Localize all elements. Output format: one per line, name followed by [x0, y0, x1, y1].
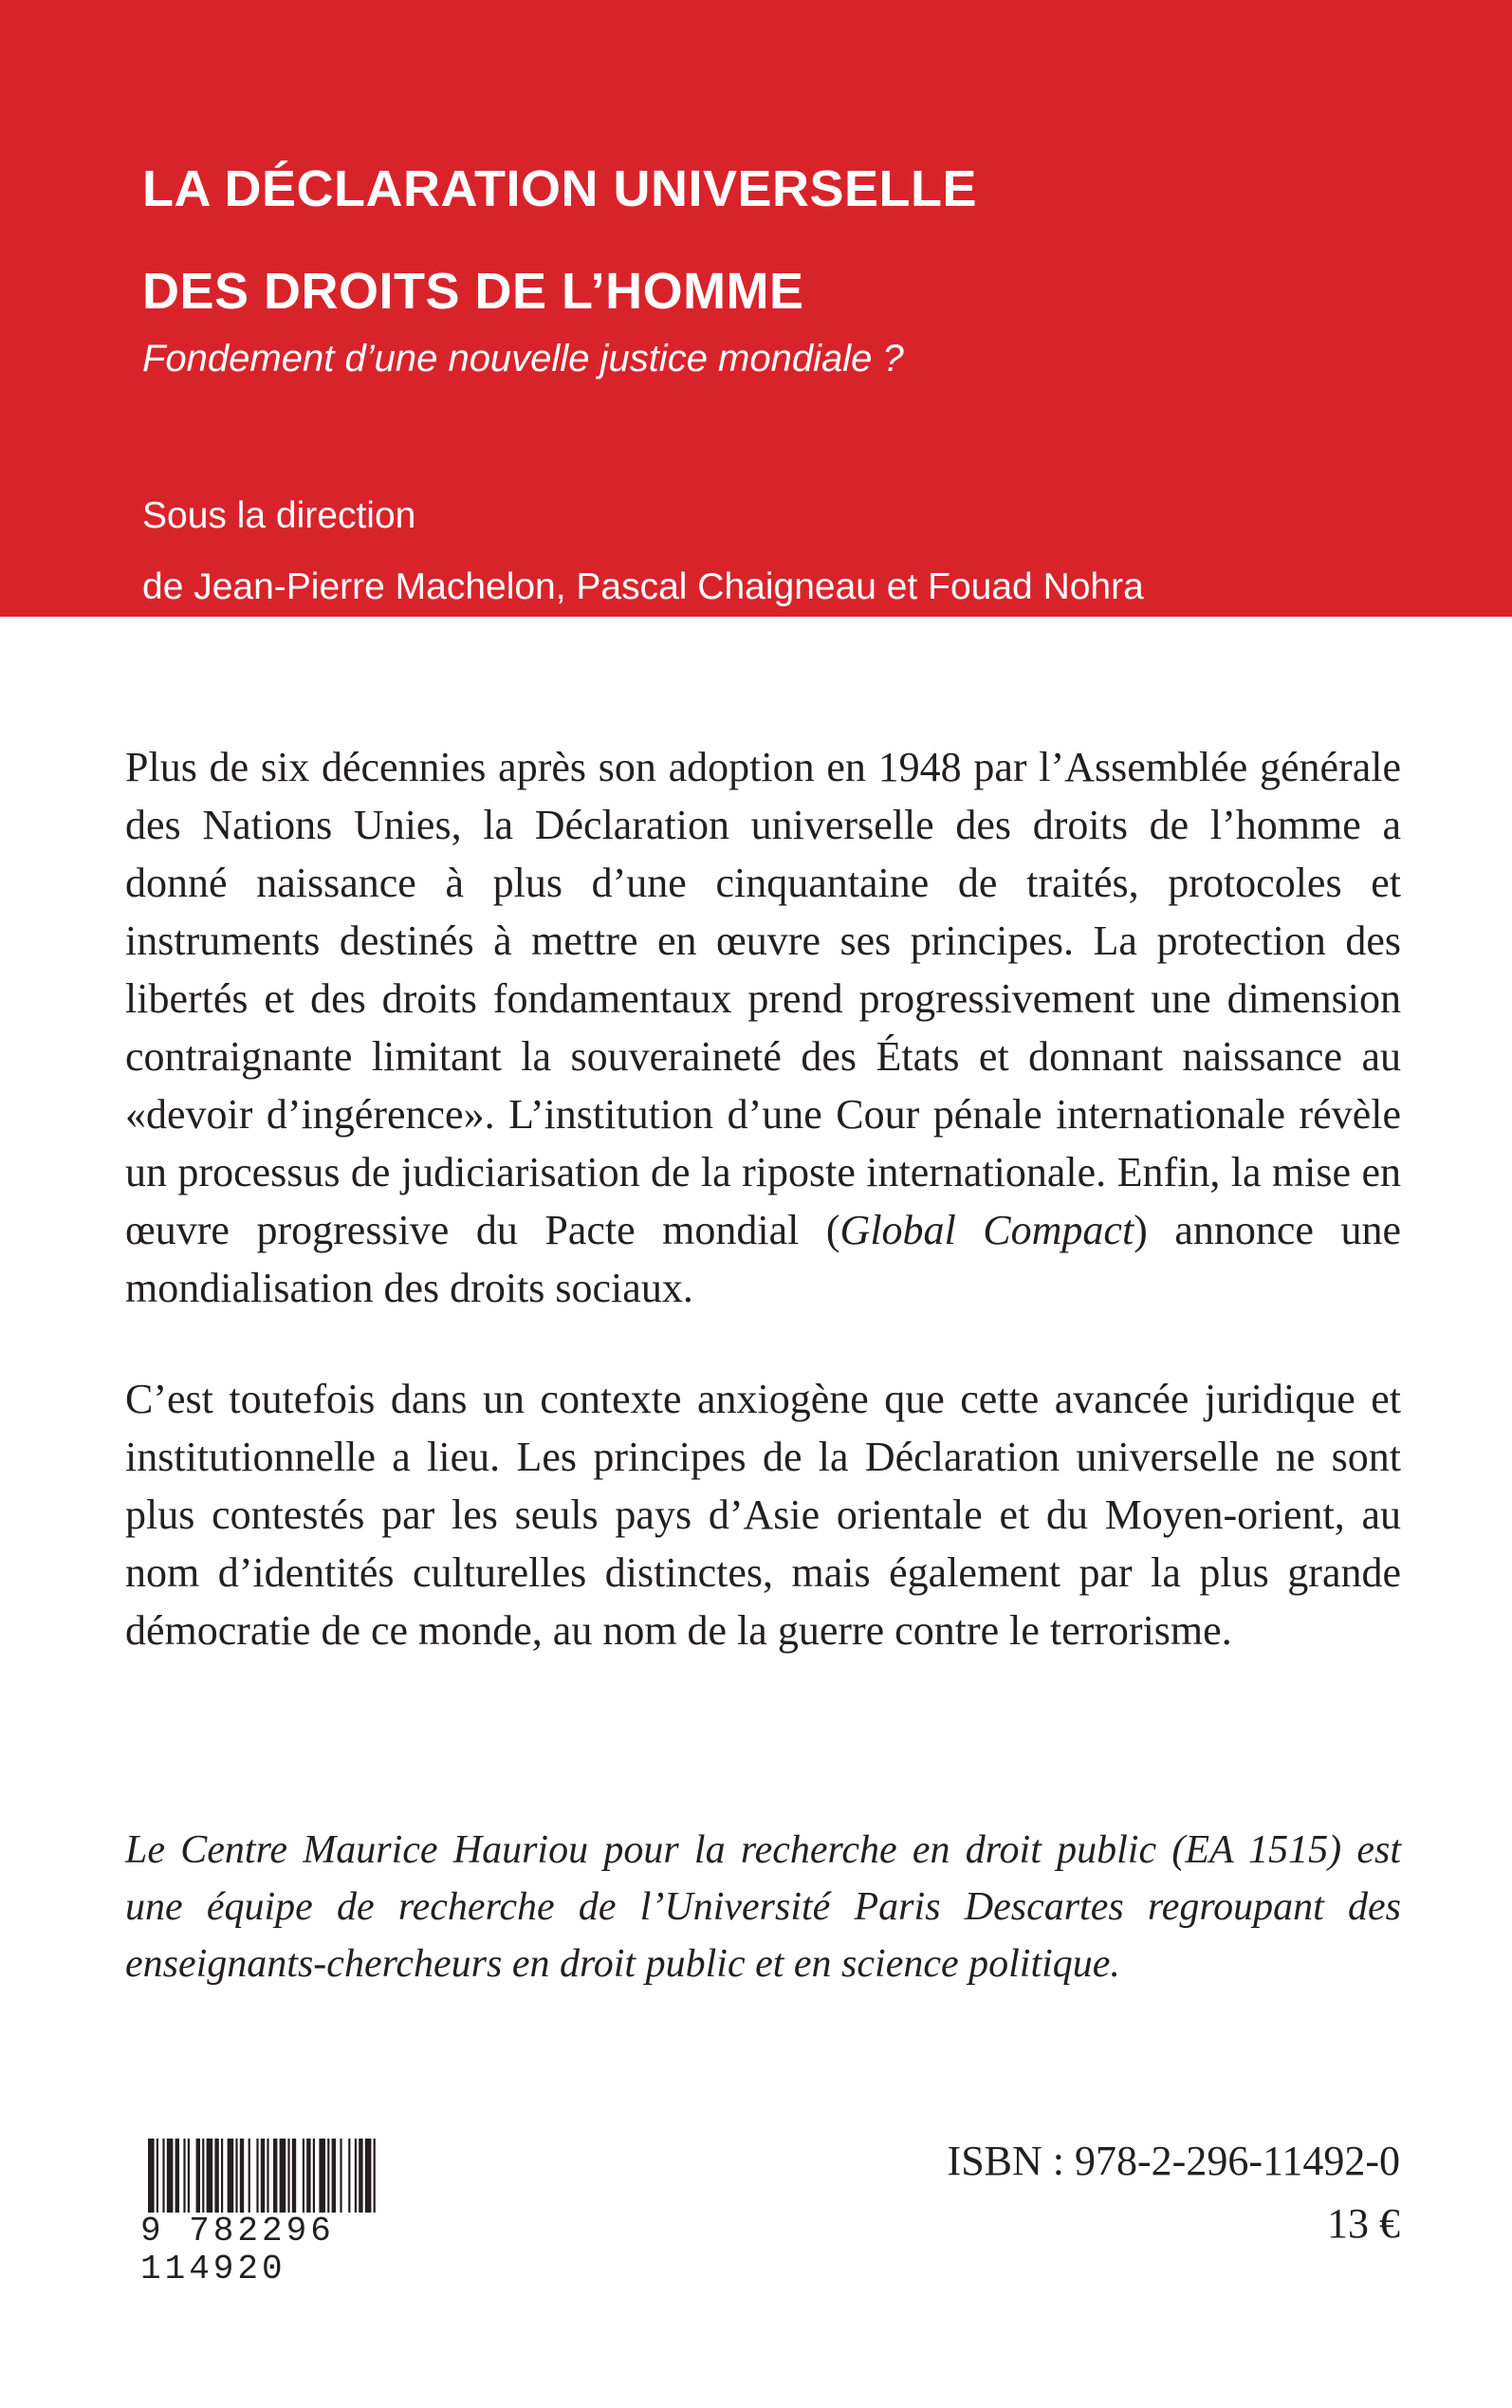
publisher-note: Le Centre Maurice Hauriou pour la recherche en droit public (EA 1515) est une équipe de recherche de l’Université Paris Descartes regroupant des enseignants-chercheurs en droit public et en science politique.	[125, 1828, 1401, 1986]
barcode-digits: 9 782296 114920	[133, 2213, 491, 2251]
header-banner	[0, 0, 1512, 617]
summary-paragraph-1	[125, 738, 1401, 1317]
direction-line-2: de Jean-Pierre Machelon, Pascal Chaigneau et Fouad Nohra	[142, 566, 1144, 607]
title-line-2: DES DROITS DE L’HOMME	[142, 263, 804, 320]
title-line-1: LA DÉCLARATION UNIVERSELLE	[142, 160, 978, 217]
book-title	[142, 138, 977, 343]
summary-paragraph-1-end: ) annonce une mondialisation des droits sociaux.	[125, 1207, 1401, 1311]
isbn-number: ISBN : 978-2-296-11492-0	[947, 2138, 1400, 2184]
global-compact-italic: Global Compact	[839, 1207, 1134, 1253]
summary-paragraph-1-text: Plus de six décennies après son adoption en 1948 par l’Assemblée générale des Nations Unies, la Déclaration universelle des droits de l’homme a donné naissance à plus d’une cinquantaine de traités, protocoles et instruments destinés à mettre en œuvre ses principes. La protection des libertés et des droits fondamentaux prend progressivement une dimension contraignante limitant la souveraineté des États et donnant naissance au «devoir d’ingérence». L’institution d’une Cour pénale internationale révèle un processus de judiciarisation de la riposte internationale. Enfin, la mise en œuvre progressive du Pacte mondial (	[125, 744, 1401, 1253]
book-subtitle: Fondement d’une nouvelle justice mondiale ?	[142, 338, 904, 380]
summary-paragraph-2: C’est toutefois dans un contexte anxiogène que cette avancée juridique et institutionnelle a lieu. Les principes de la Déclaration universelle ne sont plus contestés par les seuls pays d’Asie orientale et du Moyen-orient, au nom d’identités culturelles distinctes, mais également par la plus grande démocratie de ce monde, au nom de la guerre contre le terrorisme.	[125, 1376, 1401, 1654]
direction-line-1: Sous la direction	[142, 495, 416, 536]
editors-credit	[142, 480, 1144, 622]
price-label: 13 €	[1327, 2200, 1400, 2247]
